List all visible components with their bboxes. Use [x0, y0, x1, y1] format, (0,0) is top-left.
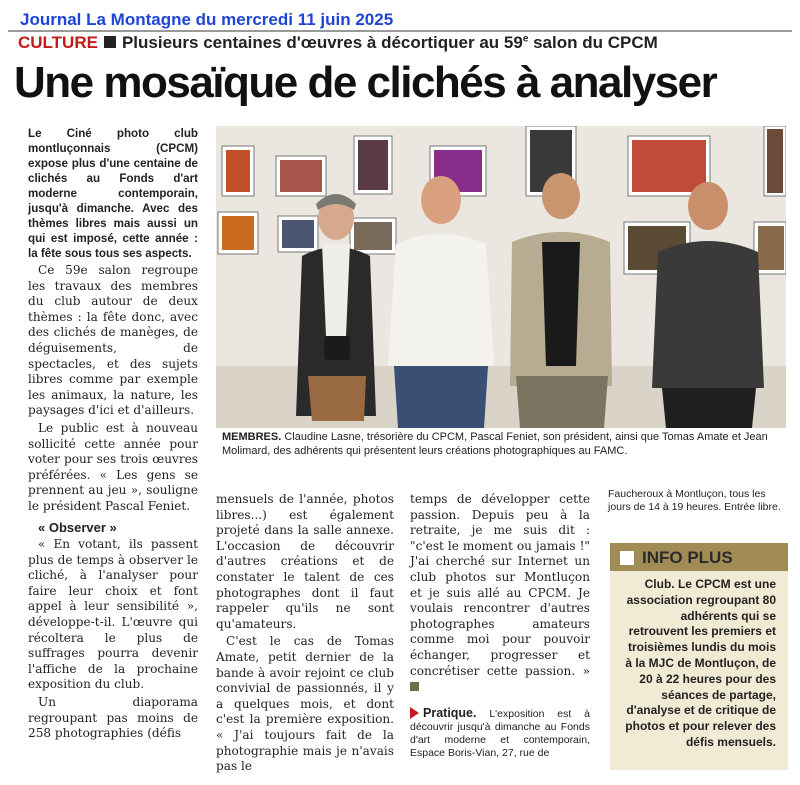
article-paragraph: « En votant, ils passent plus de temps à observer le cliché, à l'analyser pour faire leur choix et font appel à leur sensibilité », développe-t-il. L'œuvre qui récoltera le plus de suffrages pourra devenir l'affiche de la prochaine exposition du club. — [28, 537, 198, 692]
end-square-icon — [410, 682, 419, 691]
headline: Une mosaïque de clichés à analyser — [14, 58, 717, 107]
article-subhead: « Observer » — [38, 519, 117, 535]
deck-suffix: salon du CPCM — [528, 33, 658, 52]
article-photo — [216, 126, 786, 428]
practical-info — [410, 707, 590, 760]
article-paragraph: Ce 59e salon regroupe les travaux des membres du club autour de deux thèmes : la fête donc, avec des clichés de manèges, de déguisements, de spectacles, et des sujets libres comme par exemple les animaux, la nature, les paysages d'ici et d'ailleurs. — [28, 263, 198, 418]
triangle-bullet-icon — [410, 707, 419, 719]
article-paragraph: mensuels de l'année, photos libres...) est également projeté dans la salle annexe. L'occasion de découvrir d'autres créations et de constater le talent de ces photographes dont il faut rappeler qu'ils ne sont qu'amateurs. — [216, 492, 394, 631]
practical-label: Pratique. — [423, 705, 477, 720]
article-column-3 — [410, 492, 590, 762]
article-column-2 — [216, 492, 394, 777]
article-column-1 — [28, 126, 198, 744]
deck-sup: e — [522, 33, 529, 45]
deck-prefix: Plusieurs centaines d'œuvres à décortiquer au 59 — [121, 33, 523, 52]
article-paragraph — [410, 492, 590, 695]
square-bullet-icon — [620, 551, 634, 565]
info-plus-body — [610, 571, 788, 751]
article-lead: Le Ciné photo club montluçonnais (CPCM) expose plus d'une centaine de clichés au Fonds d'art moderne contemporain, jusqu'à dimanche. Avec des thèmes libres mais aussi un qui est imposé, cette année : la fête sous tous ses aspects. — [28, 127, 198, 260]
masthead-bar — [8, 4, 792, 32]
masthead-title: Journal La Montagne du mercredi 11 juin 2025 — [20, 10, 394, 29]
article-paragraph: Un diaporama regroupant pas moins de 258 photographies (défis — [28, 695, 198, 741]
caption-label: MEMBRES. — [222, 431, 282, 443]
opening-hours: Faucheroux à Montluçon, tous les jours de 14 à 19 heures. Entrée libre. — [608, 488, 781, 513]
kicker — [18, 33, 658, 53]
info-plus-title: INFO PLUS — [642, 548, 733, 567]
info-plus-header — [610, 543, 788, 571]
article-paragraph: Le public est à nouveau sollicité cette année pour voter pour ses trois œuvres préférées. « Les gens se prennent au jeu », souligne le président Pascal Feniet. — [28, 420, 198, 513]
article-paragraph-text: temps de développer cette passion. Depuis peu à la retraite, je me suis dit : "c'est le moment ou jamais !" J'ai cherché sur Internet un club photos sur Montluçon et je suis allé au CPCM. Je voulais rencontrer d'autres photographes amateurs comme moi pour pouvoir échanger, progresser et concrétiser cette passion. » — [410, 492, 590, 678]
info-plus-label: Club. — [644, 577, 675, 591]
caption-text: Claudine Lasne, trésorière du CPCM, Pascal Feniet, son président, ainsi que Tomas Amate et Jean Molimard, des adhérents qui présentent leurs créations photographiques au FAMC. — [222, 431, 768, 457]
article-paragraph: C'est le cas de Tomas Amate, petit dernier de la bande à avoir rejoint ce club convivial de passionnés, il y a quelques mois, et dont c'est la première exposition. « J'ai toujours fait de la photographie mais je n'avais pas le — [216, 634, 394, 774]
deck-text — [122, 33, 658, 52]
square-bullet-icon — [104, 36, 116, 48]
photo-illustration — [216, 126, 786, 428]
practical-text: L'exposition est à découvrir jusqu'à dimanche au Fonds d'art moderne et contemporain, Espace Boris-Vian, 27, rue de — [410, 707, 590, 759]
info-plus-box — [610, 543, 788, 770]
rubric-label: CULTURE — [18, 33, 98, 52]
photo-caption — [222, 430, 787, 458]
info-plus-text: Le CPCM est une association regroupant 80 adhérents qui se retrouvent les premiers et troisièmes lundis du mois à la MJC de Montluçon, de 20 à 22 heures pour des séances de partage, d'analyse et de critique de photos et pour relever des défis mensuels. — [625, 577, 776, 749]
